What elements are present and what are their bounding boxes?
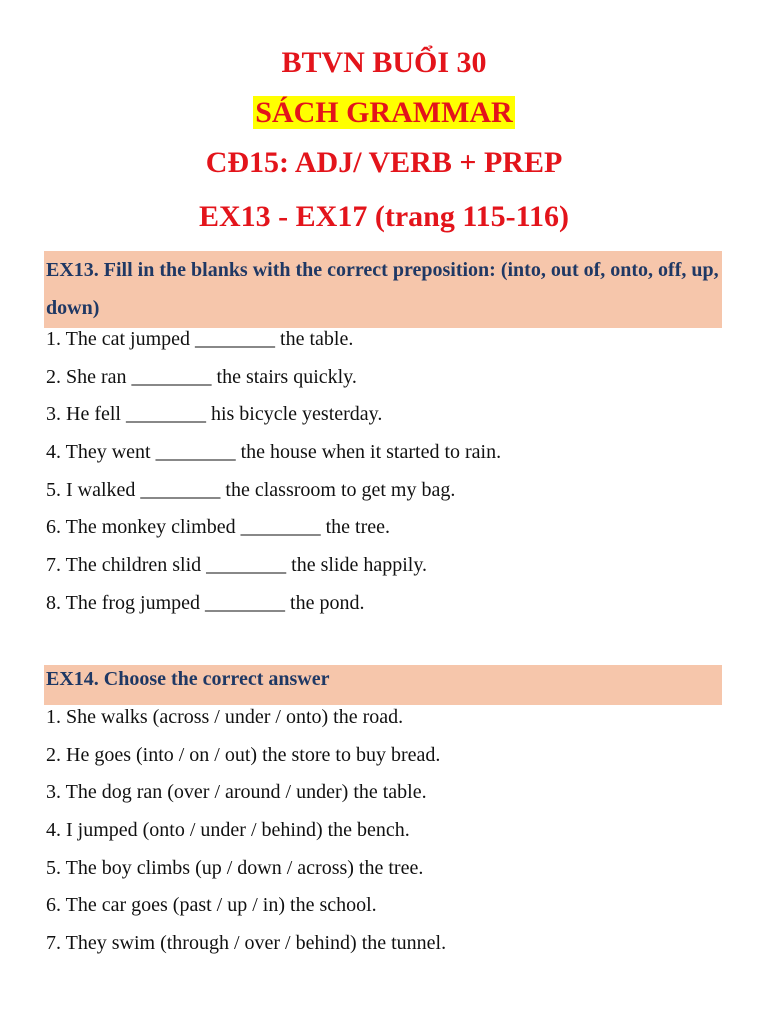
title-book: SÁCH GRAMMAR bbox=[255, 96, 513, 129]
ex14-item: 1. She walks (across / under / onto) the road. bbox=[46, 706, 404, 728]
ex14-item: 3. The dog ran (over / around / under) the table. bbox=[46, 781, 427, 804]
title-topic: CĐ15: ADJ/ VERB + PREP bbox=[205, 146, 563, 179]
ex14-item: 5. The boy climbs (up / down / across) the tree. bbox=[46, 856, 424, 879]
ex13-list bbox=[46, 327, 501, 629]
ex13-item: 4. They went ________ the house when it started to rain. bbox=[46, 441, 502, 464]
title-exercise-range: EX13 - EX17 (trang 115-116) bbox=[199, 200, 569, 233]
ex14-list bbox=[46, 705, 446, 969]
ex13-heading: EX13. Fill in the blanks with the correct preposition: (into, out of, onto, off, up, down) bbox=[44, 251, 722, 328]
title-homework: BTVN BUỔI 30 bbox=[281, 46, 487, 79]
ex14-heading: EX14. Choose the correct answer bbox=[44, 665, 722, 705]
ex13-item: 8. The frog jumped ________ the pond. bbox=[46, 591, 365, 614]
ex14-item: 6. The car goes (past / up / in) the school. bbox=[46, 894, 377, 917]
ex13-item: 1. The cat jumped ________ the table. bbox=[46, 328, 354, 350]
ex13-item: 5. I walked ________ the classroom to get my bag. bbox=[46, 478, 456, 501]
ex13-item: 6. The monkey climbed ________ the tree. bbox=[46, 516, 390, 539]
ex13-item: 7. The children slid ________ the slide happily. bbox=[46, 554, 428, 577]
ex14-item: 4. I jumped (onto / under / behind) the bench. bbox=[46, 819, 410, 842]
ex13-item: 2. She ran ________ the stairs quickly. bbox=[46, 365, 357, 388]
ex14-item: 2. He goes (into / on / out) the store to buy bread. bbox=[46, 743, 441, 766]
ex13-item: 3. He fell ________ his bicycle yesterday. bbox=[46, 403, 383, 426]
ex14-item: 7. They swim (through / over / behind) the tunnel. bbox=[46, 932, 447, 955]
